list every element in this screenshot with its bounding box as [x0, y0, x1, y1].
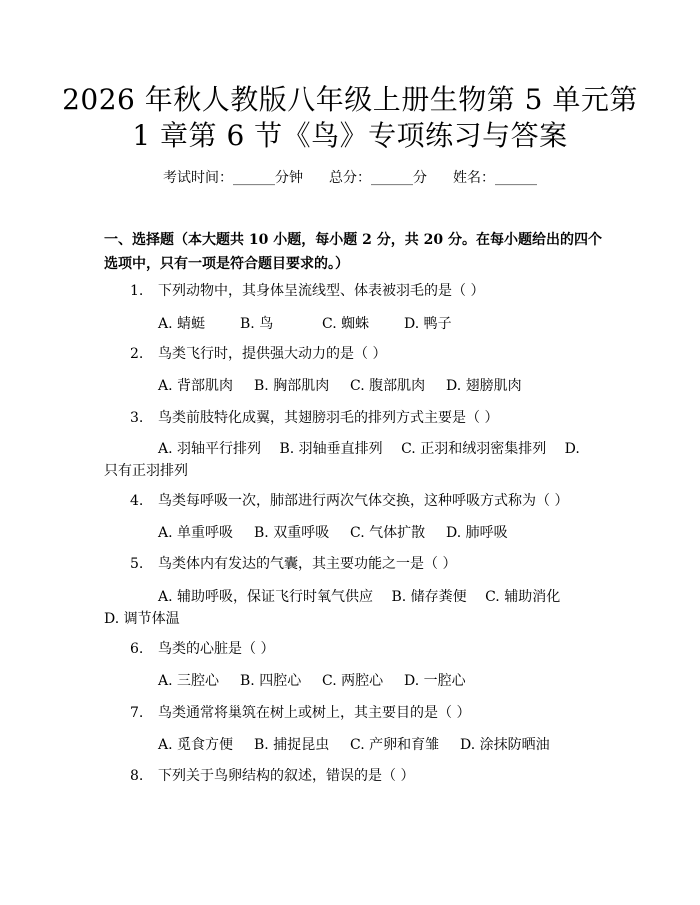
- option-b: B. 双重呼吸: [254, 525, 330, 541]
- options-5: A. 辅助呼吸，保证飞行时氧气供应 B. 储存粪便 C. 辅助消化 D. 调节体温: [104, 589, 579, 627]
- question-number: 2.: [130, 346, 144, 362]
- option-d: D. 肺呼吸: [446, 525, 508, 541]
- question-text: 下列关于鸟卵结构的叙述，错误的是（ ）: [158, 768, 415, 784]
- option-c: C. 腹部肌肉: [350, 378, 426, 394]
- question-text: 鸟类的心脏是（ ）: [158, 641, 275, 657]
- option-a: A. 三腔心: [158, 673, 220, 689]
- question-text: 下列动物中，其身体呈流线型、体表被羽毛的是（ ）: [158, 283, 485, 299]
- options-2: [158, 376, 522, 396]
- title-line-2: 1 章第 6 节《鸟》专项练习与答案: [132, 119, 568, 152]
- option-c: C. 气体扩散: [350, 525, 426, 541]
- section-heading: 一、选择题（本大题共 10 小题，每小题 2 分，共 20 分。在每小题给出的四个选项中，只有一项是符合题目要求的。）: [104, 232, 602, 272]
- option-c: C. 两腔心: [322, 673, 384, 689]
- option-c: C. 蜘蛛: [322, 316, 370, 332]
- option-b: B. 捕捉昆虫: [254, 737, 330, 753]
- question-4: [130, 491, 568, 511]
- question-3: [130, 408, 498, 428]
- option-d: D. 涂抹防晒油: [460, 737, 550, 753]
- option-a: A. 背部肌肉: [158, 378, 234, 394]
- question-number: 6.: [130, 641, 144, 657]
- option-d: D. 翅膀肌肉: [446, 378, 522, 394]
- question-1: [130, 281, 484, 301]
- option-d: D. 鸭子: [404, 316, 452, 332]
- total-score: 总分：______分: [329, 170, 427, 186]
- question-text: 鸟类每呼吸一次，肺部进行两次气体交换，这种呼吸方式称为（ ）: [158, 493, 569, 509]
- question-8: [130, 766, 414, 786]
- option-d: D. 一腔心: [404, 673, 466, 689]
- question-number: 3.: [130, 410, 144, 426]
- question-text: 鸟类体内有发达的气囊，其主要功能之一是（ ）: [158, 556, 457, 572]
- question-number: 5.: [130, 556, 144, 572]
- question-7: [130, 703, 470, 723]
- question-text: 鸟类前肢特化成翼，其翅膀羽毛的排列方式主要是（ ）: [158, 410, 499, 426]
- student-name: 姓名：______: [453, 170, 537, 186]
- exam-meta: [0, 168, 700, 188]
- question-number: 7.: [130, 705, 144, 721]
- option-b: B. 胸部肌肉: [254, 378, 330, 394]
- options-4: [158, 523, 508, 543]
- options-7: [158, 735, 550, 755]
- title-line-1: 2026 年秋人教版八年级上册生物第 5 单元第: [62, 83, 638, 116]
- option-a: A. 蜻蜓: [158, 316, 206, 332]
- options-3: A. 羽轴平行排列 B. 羽轴垂直排列 C. 正羽和绒羽密集排列 D. 只有正羽排列: [104, 441, 580, 479]
- options-6: [158, 671, 466, 691]
- option-a: A. 觅食方便: [158, 737, 234, 753]
- exam-time: 考试时间：______分钟: [163, 170, 303, 186]
- option-b: B. 四腔心: [240, 673, 302, 689]
- option-a: A. 单重呼吸: [158, 525, 234, 541]
- question-text: 鸟类通常将巢筑在树上或树上，其主要目的是（ ）: [158, 705, 471, 721]
- option-b: B. 鸟: [240, 316, 274, 332]
- question-number: 8.: [130, 768, 144, 784]
- options-1: [158, 314, 452, 334]
- question-text: 鸟类飞行时，提供强大动力的是（ ）: [158, 346, 387, 362]
- question-2: [130, 344, 386, 364]
- question-6: [130, 639, 274, 659]
- option-c: C. 产卵和育雏: [350, 737, 440, 753]
- question-5: [130, 554, 456, 574]
- question-number: 4.: [130, 493, 144, 509]
- question-number: 1.: [130, 283, 144, 299]
